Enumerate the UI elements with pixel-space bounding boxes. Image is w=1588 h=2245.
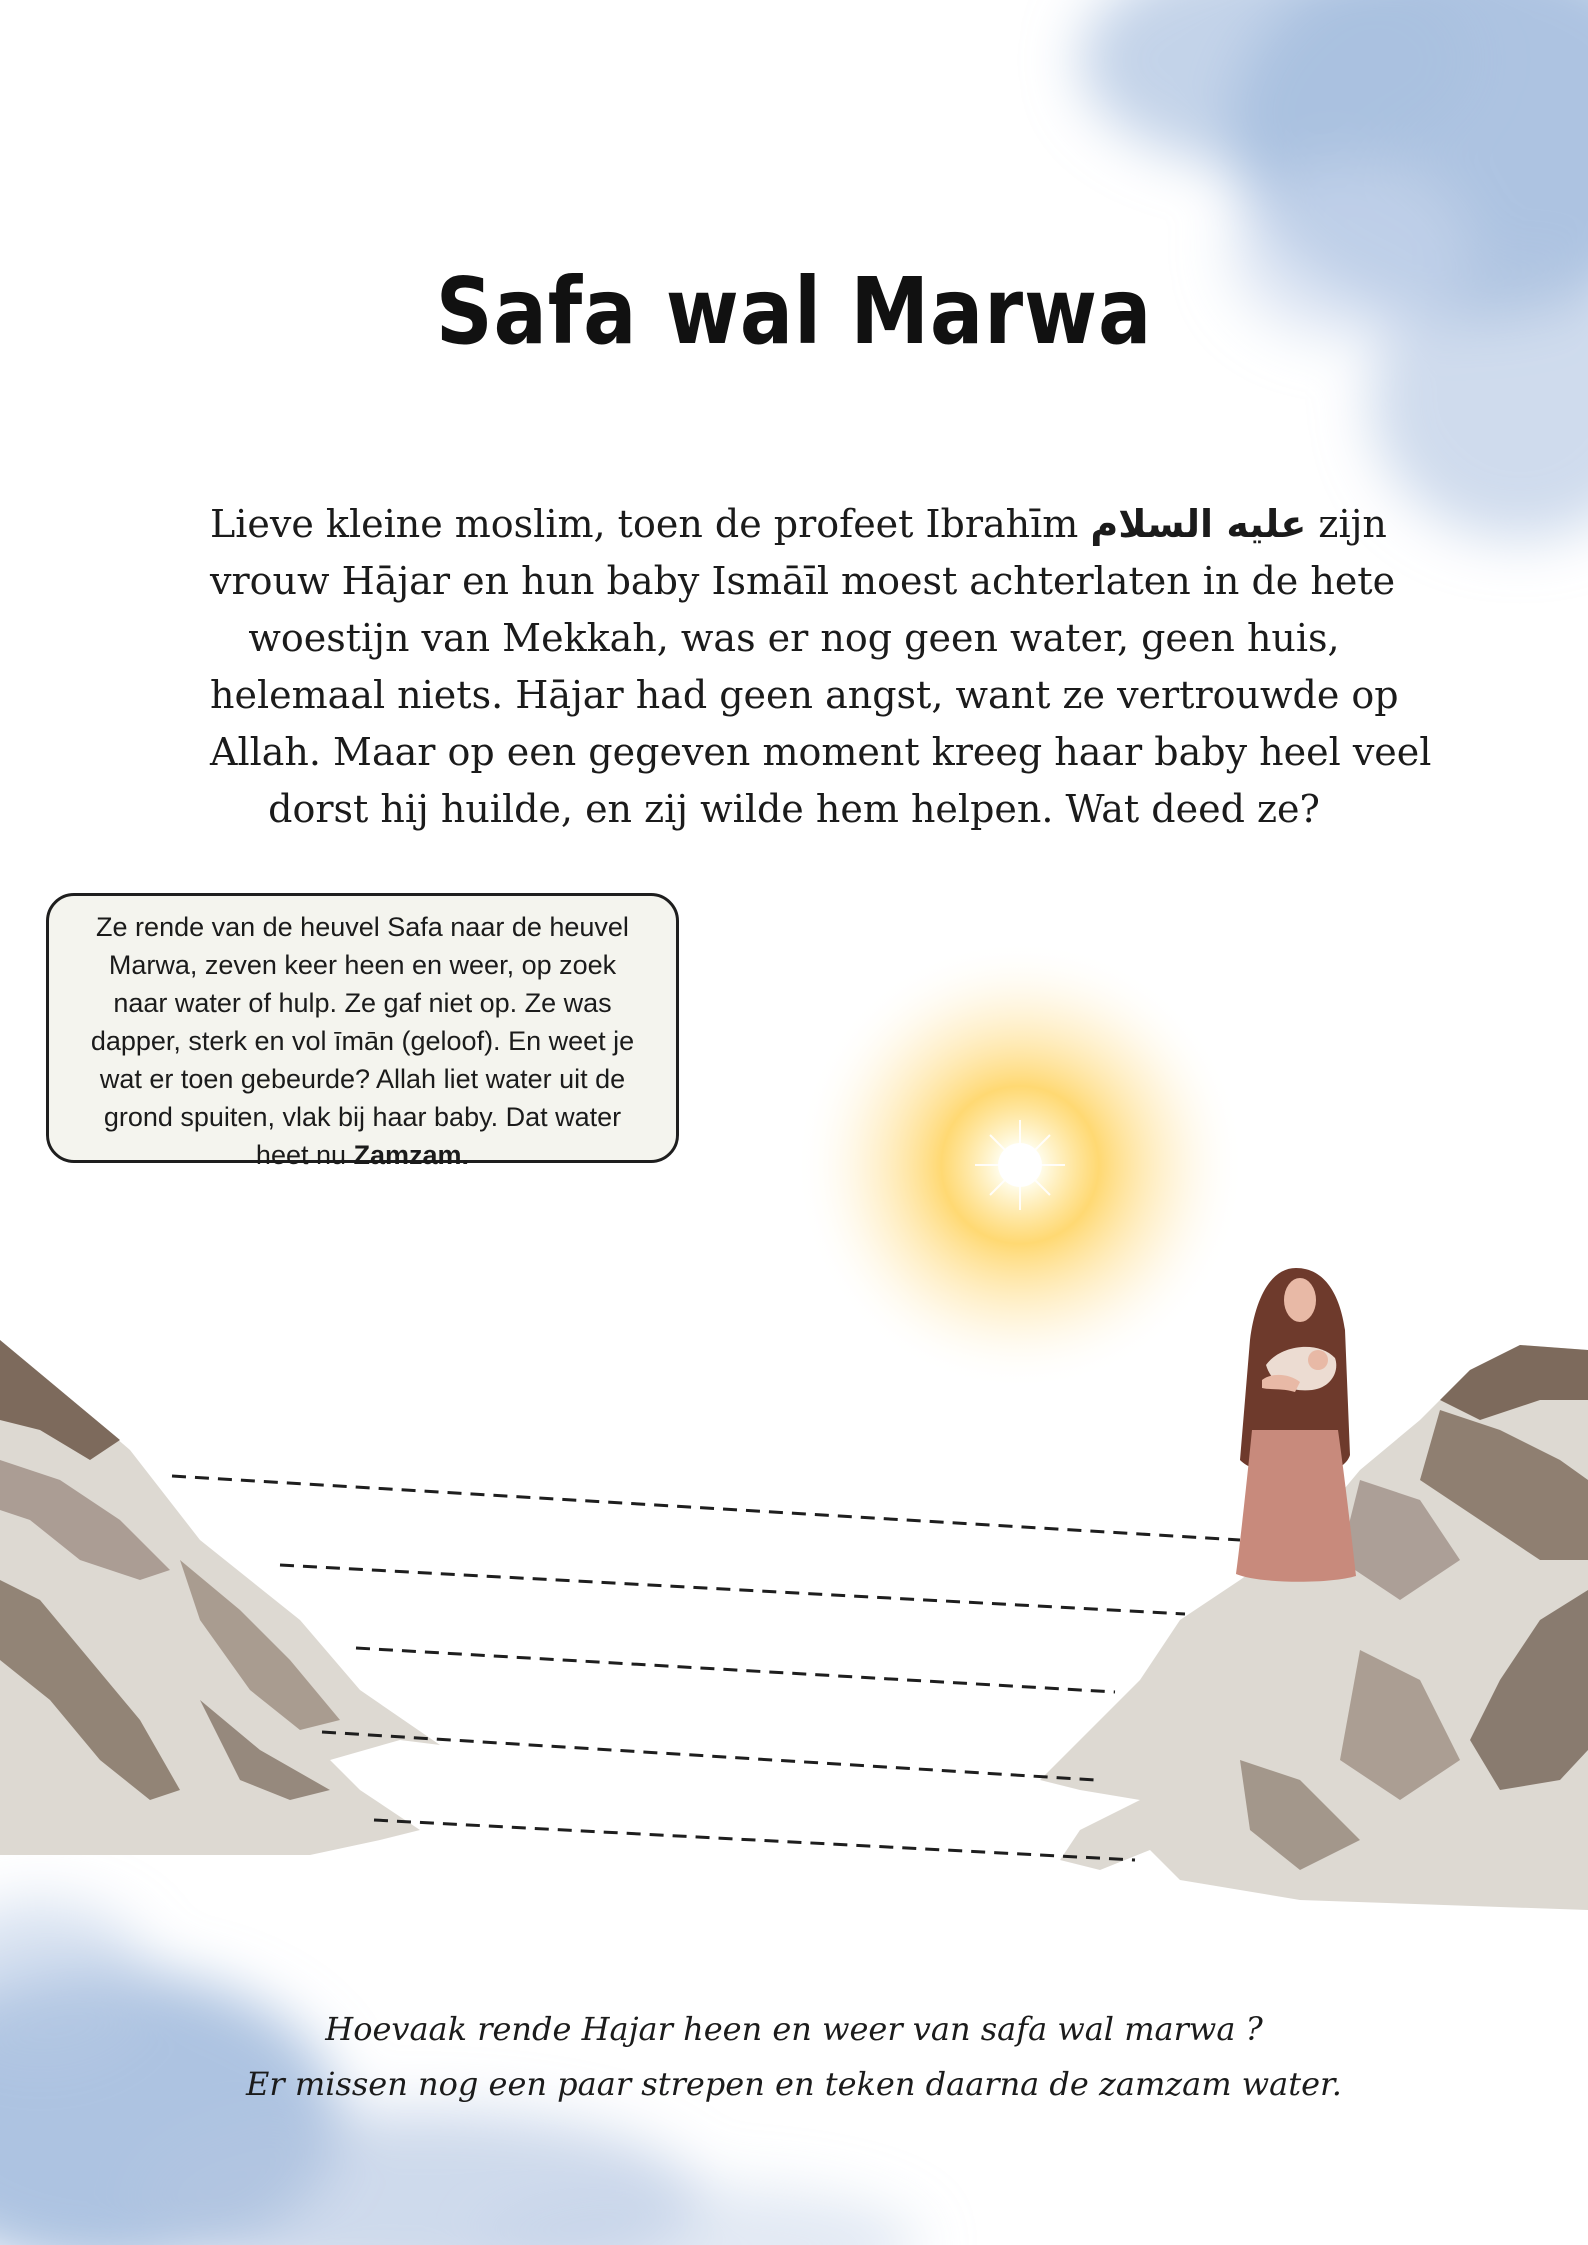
bubble-line-5: wat er toen gebeurde? Allah liet water uit de <box>99 1064 626 1094</box>
page-title: Safa wal Marwa <box>435 258 1153 365</box>
intro-line-4: helemaal niets. Hājar had geen angst, want ze vertrouwde op <box>210 673 1399 717</box>
sun-icon <box>795 940 1245 1390</box>
mountain-safa <box>0 1340 440 1855</box>
bubble-line-1: Ze rende van de heuvel Safa naar de heuvel <box>96 912 629 942</box>
activity-prompt <box>0 2002 1588 2112</box>
intro-line-3: woestijn van Mekkah, was er nog geen water, geen huis, <box>248 616 1340 660</box>
prompt-line-1: Hoevaak rende Hajar heen en weer van safa wal marwa ? <box>325 2010 1263 2048</box>
bubble-line-4: dapper, sterk en vol īmān (geloof). En weet je <box>90 1026 635 1056</box>
intro-line-1: Lieve kleine moslim, toen de profeet Ibrahīm عليه السلام zijn <box>210 502 1387 546</box>
intro-line-2: vrouw Hājar en hun baby Ismāīl moest achterlaten in de hete <box>210 559 1396 603</box>
bubble-line-3: naar water of hulp. Ze gaf niet op. Ze was <box>113 988 612 1018</box>
arabic-salutation: عليه السلام <box>1090 502 1307 546</box>
intro-line-5: Allah. Maar op een gegeven moment kreeg haar baby heel veel <box>210 730 1432 774</box>
bubble-line-6: grond spuiten, vlak bij haar baby. Dat water <box>103 1102 622 1132</box>
zamzam-label: Zamzam. <box>353 1140 470 1170</box>
story-bubble <box>46 893 679 1170</box>
bubble-line-2: Marwa, zeven keer heen en weer, op zoek <box>108 950 617 980</box>
hajar-figure <box>1236 1268 1356 1582</box>
intro-text <box>210 496 1432 838</box>
prompt-line-2: Er missen nog een paar strepen en teken daarna de zamzam water. <box>246 2065 1342 2103</box>
intro-line-6: dorst hij huilde, en zij wilde hem helpen. Wat deed ze? <box>268 787 1320 831</box>
bubble-line-7: heet nu Zamzam. <box>255 1140 470 1170</box>
